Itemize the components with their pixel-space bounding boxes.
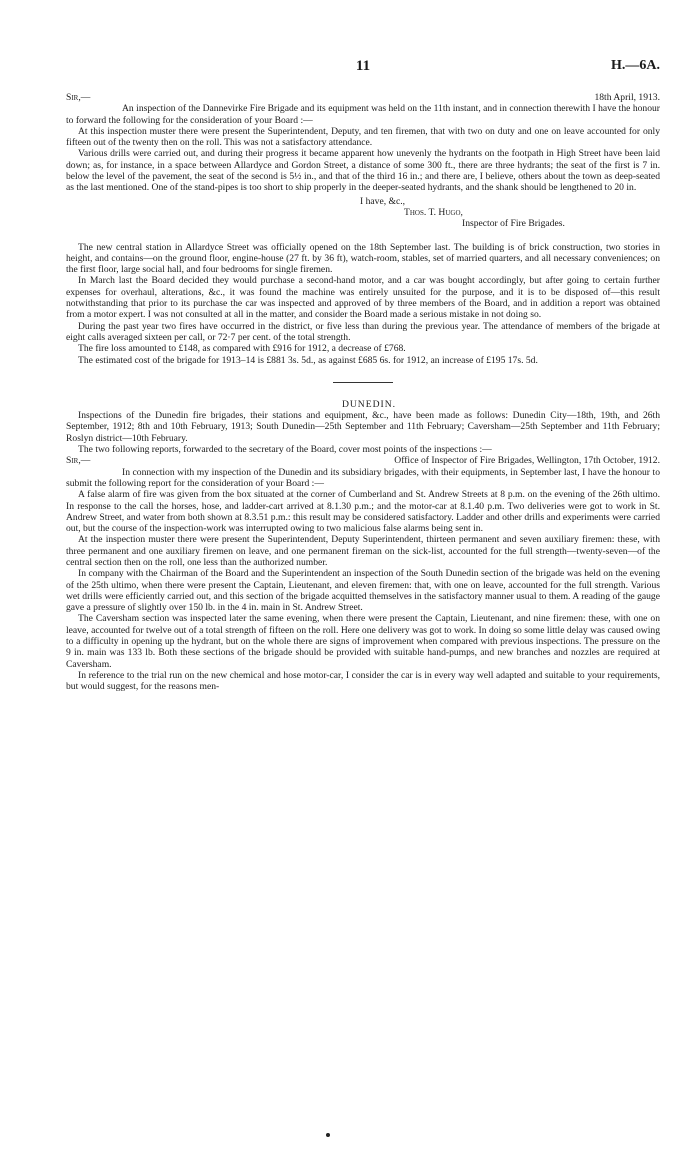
letter2-paragraph: A false alarm of fire was given from the box situated at the corner of Cumberland and St. Andrew Streets at 8 p.m. on the evening of the 26th ultimo. In response to the call the horses, hose, and ladder-cart arrived at 8.1.30 p.m.; and the motor-car at 8.1.40 p.m. Two deliveries were got to work in St. Andrew Street, and water from both shown at 8.3.51 p.m.: this result may be considered satisfactory. Ladder and other drills and experiments were carried out, but the course of the inspection-work was interrupted owing to two malicious false alarms being sent in. xyxy=(66,489,660,535)
letter1-paragraph: At this inspection muster there were present the Superintendent, Deputy, and ten firemen, that with two on duty and one on leave accounted for only fifteen out of the twenty then on the roll. This was not a satisfactory attendance. xyxy=(66,125,660,149)
letter1-signatory: Thos. T. Hugo, xyxy=(404,206,463,218)
letter1-salutation: Sir,— xyxy=(66,92,91,103)
letter1-head xyxy=(66,92,660,103)
letter2-head xyxy=(66,455,660,466)
dannevirke-paragraph: The new central station in Allardyce Street was officially opened on the 18th September last. The building is of brick construction, two stories in height, and contains—on the ground floor, engine-house (27 ft. by 36 ft), watch-room, stables, set of married quarters, and all necessary conveniences; on the first floor, large social hall, and four bedrooms for single firemen. xyxy=(66,241,660,276)
letter1-signatory-title: Inspector of Fire Brigades. xyxy=(462,218,565,230)
letter2-paragraph: In reference to the trial run on the new chemical and hose motor-car, I consider the car is in every way well adapted and suitable to your requirements, but would suggest, for the reasons men- xyxy=(66,669,660,693)
letter1-sign-off: I have, &c., xyxy=(360,195,406,207)
letter2-paragraph: In company with the Chairman of the Board and the Superintendent an inspection of the South Dunedin section of the brigade was held on the evening of the 25th ultimo, when there were present the Captain, Lieutenant, and eleven firemen: that, with one on leave, accounted for the full strength. Various wet drills were efficiently carried out, and this section of the brigade acquitted themselves in the satisfactory manner usual to them. A reading of the gauge gave a pressure of slightly over 150 lb. in the 4 in. main in St. Andrew Street. xyxy=(66,568,660,614)
dunedin-intro-paragraph: The two following reports, forwarded to the secretary of the Board, cover most points of the inspections :— xyxy=(78,444,492,456)
letter2-salutation: Sir,— xyxy=(66,455,91,467)
parliamentary-reference: H.—6A. xyxy=(611,58,660,73)
dannevirke-paragraph: In March last the Board decided they would purchase a second-hand motor, and a car was bought accordingly, but after going to certain further expenses for overhaul, alterations, &c., it was found the machine was entirely unsuited for the purpose, and it is to be disposed of—this result notwithstanding that prior to its purchase the car was inspected and approved of by three members of the Board, and in addition a report was obtained from a motor expert. I was not consulted at all in the matter, and consider the Board made a serious mistake in not doing so. xyxy=(66,275,660,321)
dannevirke-paragraph: The fire loss amounted to £148, as compared with £916 for 1912, a decrease of £768. xyxy=(78,343,406,355)
letter2-paragraph: At the inspection muster there were present the Superintendent, Deputy Superintendent, thirteen permanent and seven auxiliary firemen: these, with three permanent and one auxiliary firemen on leave, and one permanent fireman on the sick-list, accounted for the full strength—twenty-seven—of the central section then on the roll, one less than the authorized number. xyxy=(66,534,660,568)
page-number: 11 xyxy=(355,58,371,74)
section-title-dunedin: DUNEDIN. xyxy=(341,398,397,410)
letter1-date: 18th April, 1913. xyxy=(594,92,660,103)
letter1-paragraph: Various drills were carried out, and during their progress it became apparent how unevenly the hydrants on the footpath in High Street have been laid down; as, for instance, in a space between Allardyce and Gordon Street, a distance of some 300 ft., there are three hydrants; the seat of the first is 7 in. below the level of the pavement, the seat of the second is 5½ in., and that of the third 16 in.; and there are, I believe, others about the town as deep-seated as the last mentioned. One of the stand-pipes is too short to ship properly in the deeper-seated hydrants, and the shank should be lengthened to 20 in. xyxy=(66,148,660,194)
letter2-paragraph: The Caversham section was inspected later the same evening, when there were present the Captain, Lieutenant, and nine firemen: these, with one on leave, accounted for twelve out of a total strength of fifteen on the roll. Here one delivery was got to work. In doing so some little delay was caused owing to a difficulty in opening up the hydrant, but on the whole there are signs of improvement when compared with previous inspections. The pressure on the 9 in. main was 133 lb. Both these sections of the brigade should be provided with suitable hand-pumps, and new branches and nozzles are required at Caversham. xyxy=(66,613,660,670)
dannevirke-paragraph: During the past year two fires have occurred in the district, or five less than during the previous year. The attendance of members of the brigade at eight calls averaged sixteen per call, or 72·7 per cent. of the total strength. xyxy=(66,320,660,343)
letter1-signature xyxy=(66,196,660,230)
footer-mark xyxy=(326,1133,330,1137)
letter2-date: Office of Inspector of Fire Brigades, Wellington, 17th October, 1912. xyxy=(394,455,660,467)
page-header xyxy=(66,58,660,82)
section-divider xyxy=(333,382,393,383)
dunedin-intro-paragraph: Inspections of the Dunedin fire brigades, their stations and equipment, &c., have been made as follows: Dunedin City—18th, 19th, and 26th September, 1912; 8th and 10th February, 1913; South Dunedin—25th September and 11th February; Caversham—25th September and 11th February; Roslyn district—10th February. xyxy=(66,410,660,444)
letter2-paragraph: In connection with my inspection of the Dunedin and its subsidiary brigades, with their equipments, in September last, I have the honour to submit the following report for the consideration of your Board :— xyxy=(66,466,660,489)
letter1-paragraph: An inspection of the Dannevirke Fire Brigade and its equipment was held on the 11th instant, and in connection therewith I have the honour to forward the following for the consideration of your Board :— xyxy=(66,103,660,126)
document-body xyxy=(66,92,660,693)
dannevirke-paragraph: The estimated cost of the brigade for 1913–14 is £881 3s. 5d., as against £685 6s. for 1912, an increase of £195 17s. 5d. xyxy=(78,354,538,366)
